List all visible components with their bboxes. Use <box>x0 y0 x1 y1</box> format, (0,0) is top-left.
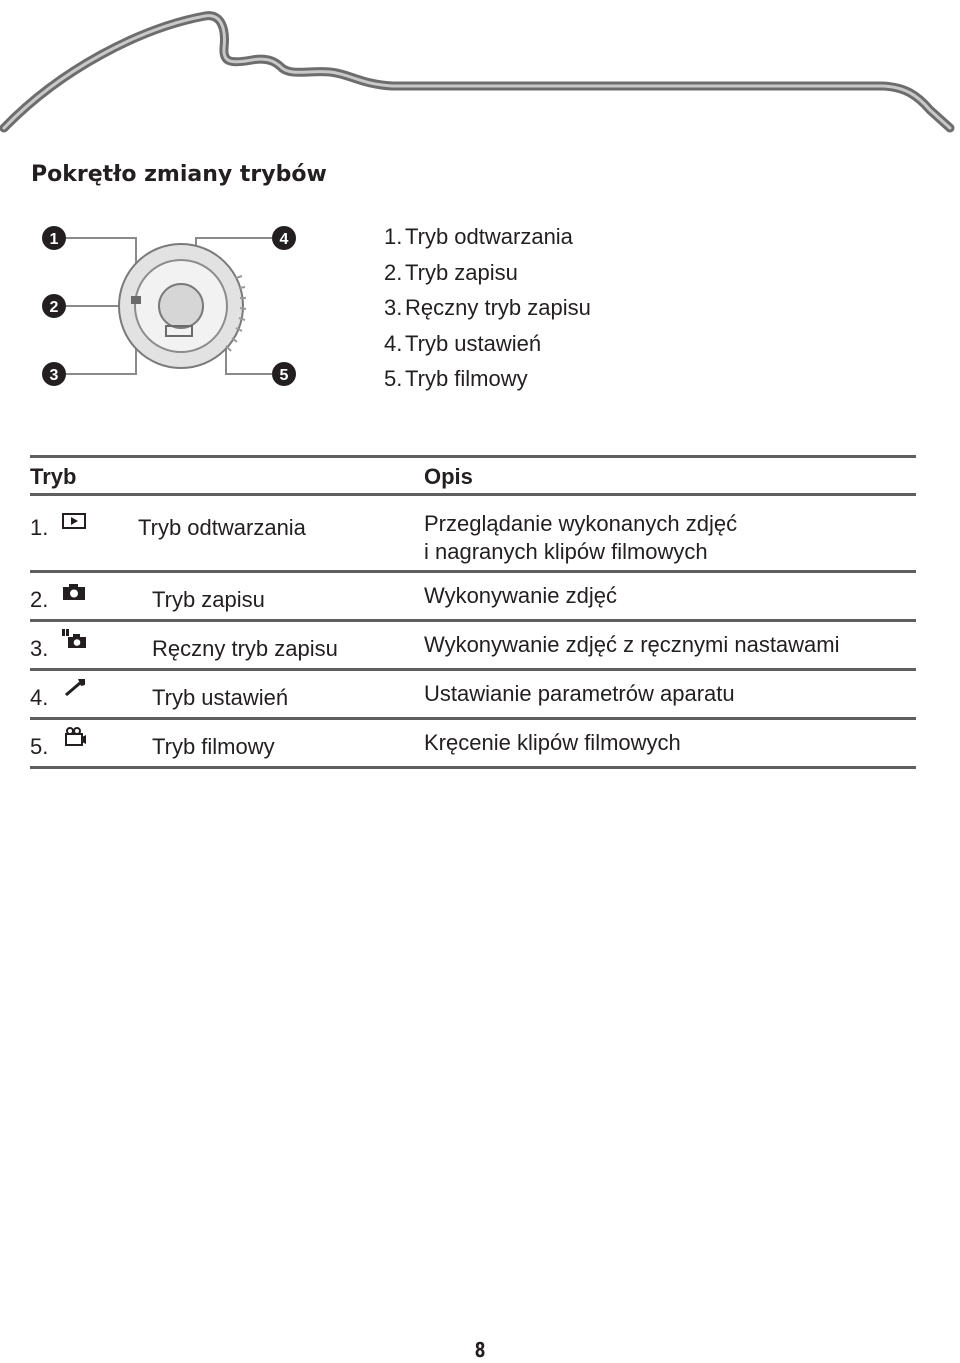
row-description: Ustawianie parametrów aparatu <box>424 681 735 706</box>
row-mode-name: Tryb ustawień <box>152 685 289 710</box>
table-rule <box>30 766 916 769</box>
legend-item: 5. Tryb filmowy <box>384 366 528 392</box>
table-row <box>30 496 916 570</box>
header-mode: Tryb <box>30 464 77 489</box>
dial-legend <box>384 219 591 397</box>
callout-2-label: 2 <box>49 299 59 316</box>
legend-item: 3. Ręczny tryb zapisu <box>384 295 591 321</box>
header-description: Opis <box>424 464 473 489</box>
row-mode-name: Ręczny tryb zapisu <box>152 636 338 661</box>
row-number: 1. <box>30 515 49 540</box>
mode-dial-figure <box>36 218 306 396</box>
row-number: 3. <box>30 636 49 661</box>
row-mode-name: Tryb filmowy <box>152 734 275 759</box>
callout-3-label: 3 <box>49 367 59 384</box>
row-description: Wykonywanie zdjęć z ręcznymi nastawami <box>424 632 840 657</box>
row-number: 5. <box>30 734 49 759</box>
video-camera-icon <box>60 726 88 748</box>
manual-camera-icon <box>60 628 88 650</box>
wrench-icon <box>60 677 88 699</box>
playback-icon <box>60 511 88 533</box>
row-description: Wykonywanie zdjęć <box>424 583 617 608</box>
row-number: 4. <box>30 685 49 710</box>
header-swoosh-decoration <box>0 0 960 135</box>
modes-table <box>30 455 916 769</box>
legend-item: 2. Tryb zapisu <box>384 259 518 285</box>
legend-item: 1. Tryb odtwarzania <box>384 224 573 249</box>
row-description: Kręcenie klipów filmowych <box>424 730 681 755</box>
row-description: Przeglądanie wykonanych zdjęć i nagranych klipów filmowych <box>424 511 738 564</box>
row-mode-name: Tryb odtwarzania <box>138 515 306 540</box>
row-mode-name: Tryb zapisu <box>152 587 265 612</box>
callout-4-label: 4 <box>279 231 289 248</box>
table-row <box>30 671 916 717</box>
table-row <box>30 622 916 668</box>
callout-5-label: 5 <box>279 367 289 384</box>
callout-1-label: 1 <box>49 231 59 248</box>
table-row <box>30 573 916 619</box>
page-number: 8 <box>474 1338 486 1362</box>
row-number: 2. <box>30 587 49 612</box>
page-title: Pokrętło zmiany trybów <box>31 162 327 187</box>
legend-item: 4. Tryb ustawień <box>384 330 542 356</box>
camera-icon <box>60 581 88 603</box>
table-row <box>30 720 916 766</box>
table-header <box>30 458 916 493</box>
